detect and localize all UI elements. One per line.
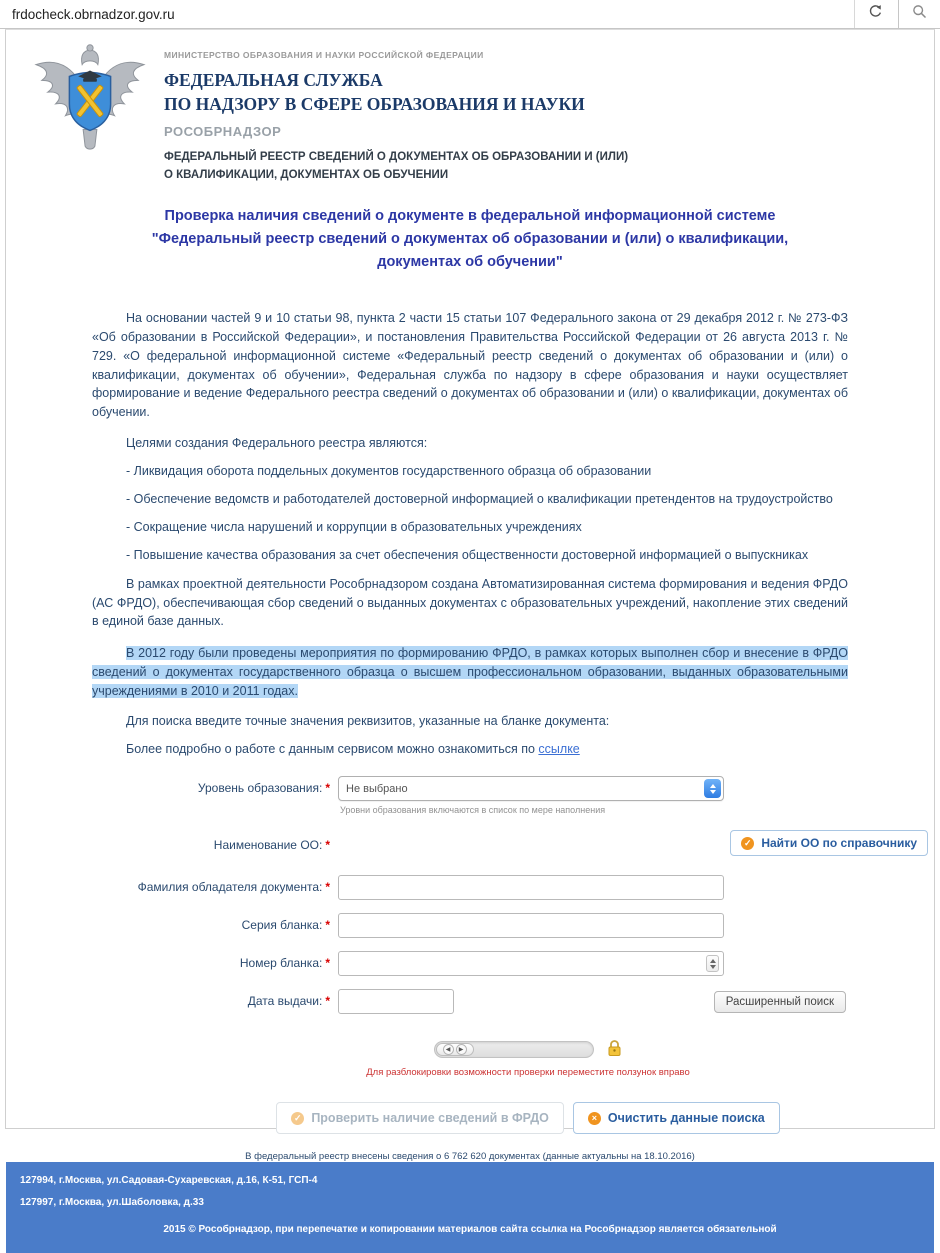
reload-button[interactable] (854, 0, 896, 28)
required-asterisk: * (325, 956, 330, 971)
arrow-right-icon: ▶ (458, 1047, 464, 1054)
required-asterisk: * (325, 994, 330, 1009)
education-level-hint: Уровни образования включаются в список по мере наполнения (340, 805, 606, 816)
goal-item: - Ликвидация оборота поддельных документов государственного образца об образовании (126, 463, 652, 478)
slider-right-arrow-button[interactable] (456, 1044, 467, 1055)
series-input[interactable] (338, 913, 724, 938)
education-level-label: Уровень образования: * (197, 781, 330, 796)
check-circle-icon: ✓ (741, 837, 754, 850)
search-icon (912, 4, 927, 24)
slider-handle[interactable] (436, 1043, 474, 1056)
address-bar[interactable]: frdocheck.obrnadzor.gov.ru (12, 6, 175, 22)
registry-name-line2: О КВАЛИФИКАЦИИ, ДОКУМЕНТАХ ОБ ОБУЧЕНИИ (164, 169, 449, 182)
search-instruction: Для поиска введите точные значения реквизитов, указанные на бланке документа: (126, 714, 610, 729)
lock-icon (606, 1039, 623, 1060)
search-form (6, 776, 934, 1162)
stepper-down-icon (710, 965, 716, 969)
footer-address-1: 127994, г.Москва, ул.Садовая-Сухаревская, д.16, К-51, ГСП-4 (20, 1175, 318, 1187)
required-asterisk: * (325, 838, 330, 853)
service-short-name: РОСОБРНАДЗОР (164, 124, 282, 140)
slider-left-arrow-button[interactable] (443, 1044, 454, 1055)
number-label: Номер бланка: * (239, 956, 330, 971)
education-level-select[interactable] (338, 776, 724, 801)
goal-item: - Сокращение числа нарушений и коррупции в образовательных учреждениях (126, 519, 582, 534)
number-spinner[interactable] (706, 955, 719, 972)
series-label: Серия бланка: * (241, 918, 330, 933)
legal-basis-paragraph: На основании частей 9 и 10 статьи 98, пункта 2 части 15 статьи 107 Федерального закона от 29 декабря 2012 г. № 273-ФЗ «Об образовании в Российской Федерации», и постановления Правительства Российской Федерации от 26 августа 2013 г. № 729. «О федеральной информационной системе «Федеральный реестр сведений о документах об образовании и (или) о квалификации, документах об обучении», Федеральная служба по надзору в сфере образования и науки осуществляет формирование и ведение Федерального реестра сведений о документах об образовании и (или) о квалификации, документах об обучении. (92, 311, 848, 420)
rosobrnadzor-emblem-icon (24, 42, 156, 154)
more-info-line (92, 742, 848, 756)
number-input[interactable] (338, 951, 724, 976)
browser-chrome (0, 0, 940, 29)
unlock-slider (64, 1039, 940, 1060)
page (5, 29, 935, 1236)
surname-label: Фамилия обладателя документа: * (137, 880, 330, 895)
site-header (6, 30, 934, 185)
search-button[interactable] (898, 0, 940, 28)
frdo-system-paragraph: В рамках проектной деятельности Рособрнадзором создана Автоматизированная система формирования и ведения ФРДО (АС ФРДО), обеспечивающая сбор сведений о выданных документах с образовательных учреждений, накопление этих сведений в единой базе данных. (92, 576, 848, 629)
service-name-line1: ФЕДЕРАЛЬНАЯ СЛУЖБА (164, 70, 383, 90)
slider-track[interactable] (434, 1041, 594, 1058)
footer-address-2: 127997, г.Москва, ул.Шаболовка, д.33 (20, 1197, 204, 1209)
intro-text (92, 296, 848, 756)
more-info-prefix: Более подробно о работе с данным сервисом можно ознакомиться по (126, 742, 539, 757)
education-level-value: Не выбрано (346, 782, 408, 795)
find-oo-button-label: Найти ОО по справочнику (761, 836, 917, 851)
check-circle-icon: ✓ (291, 1112, 304, 1125)
check-frdo-button[interactable] (276, 1102, 564, 1134)
required-asterisk: * (325, 781, 330, 796)
unlock-hint: Для разблокировки возможности проверки переместите ползунок вправо (366, 1067, 690, 1079)
arrow-left-icon: ◀ (445, 1047, 451, 1054)
goals-intro: Целями создания Федерального реестра являются: (126, 435, 428, 450)
footer-copyright: 2015 © Рособрнадзор, при перепечатке и копировании материалов сайта ссылка на Рособрнадзор является обязательной (163, 1224, 777, 1236)
clear-search-button-label: Очистить данные поиска (607, 1111, 765, 1126)
service-name-line2: ПО НАДЗОРУ В СФЕРЕ ОБРАЗОВАНИЯ И НАУКИ (164, 93, 585, 114)
org-name-label: Наименование ОО: * (213, 838, 330, 853)
page-title: Проверка наличия сведений о документе в федеральной информационной системе "Федеральный реестр сведений о документах об образовании и (или) о квалификации, документах об обучении" (151, 207, 789, 271)
footer (6, 1162, 934, 1253)
find-oo-button[interactable] (730, 830, 928, 856)
ministry-line: МИНИСТЕРСТВО ОБРАЗОВАНИЯ И НАУКИ РОССИЙСКОЙ ФЕДЕРАЦИИ (164, 50, 484, 60)
issue-date-label: Дата выдачи: * (247, 994, 330, 1009)
clear-circle-icon: × (588, 1112, 601, 1125)
goal-item: - Обеспечение ведомств и работодателей достоверной информацией о квалификации претендентов на трудоустройство (126, 491, 833, 506)
required-asterisk: * (325, 918, 330, 933)
clear-search-button[interactable] (573, 1102, 780, 1134)
chevron-up-down-icon (704, 779, 721, 798)
registry-stats: В федеральный реестр внесены сведения о 6 762 620 документах (данные актуальны на 18.10.2016) (245, 1151, 695, 1163)
check-frdo-button-label: Проверить наличие сведений в ФРДО (311, 1111, 549, 1126)
goal-item: - Повышение качества образования за счет обеспечения общественности достоверной информацией о выпускниках (126, 547, 809, 562)
stepper-up-icon (710, 959, 716, 963)
issue-date-input[interactable] (338, 989, 454, 1014)
advanced-search-button[interactable]: Расширенный поиск (714, 991, 846, 1013)
highlighted-paragraph (92, 644, 848, 700)
registry-name-line1: ФЕДЕРАЛЬНЫЙ РЕЕСТР СВЕДЕНИЙ О ДОКУМЕНТАХ ОБ ОБРАЗОВАНИИ И (ИЛИ) (164, 151, 629, 164)
highlighted-text: В 2012 году были проведены мероприятия по формированию ФРДО, в рамках которых выполнен сбор и внесение в ФРДО сведений о документах государственного образца о высшем профессиональном образовании, выданных образовательными учреждениями в 2010 и 2011 годах. (92, 646, 848, 698)
required-asterisk: * (325, 880, 330, 895)
details-link[interactable]: ссылке (538, 742, 580, 757)
surname-input[interactable] (338, 875, 724, 900)
reload-icon (868, 4, 883, 24)
